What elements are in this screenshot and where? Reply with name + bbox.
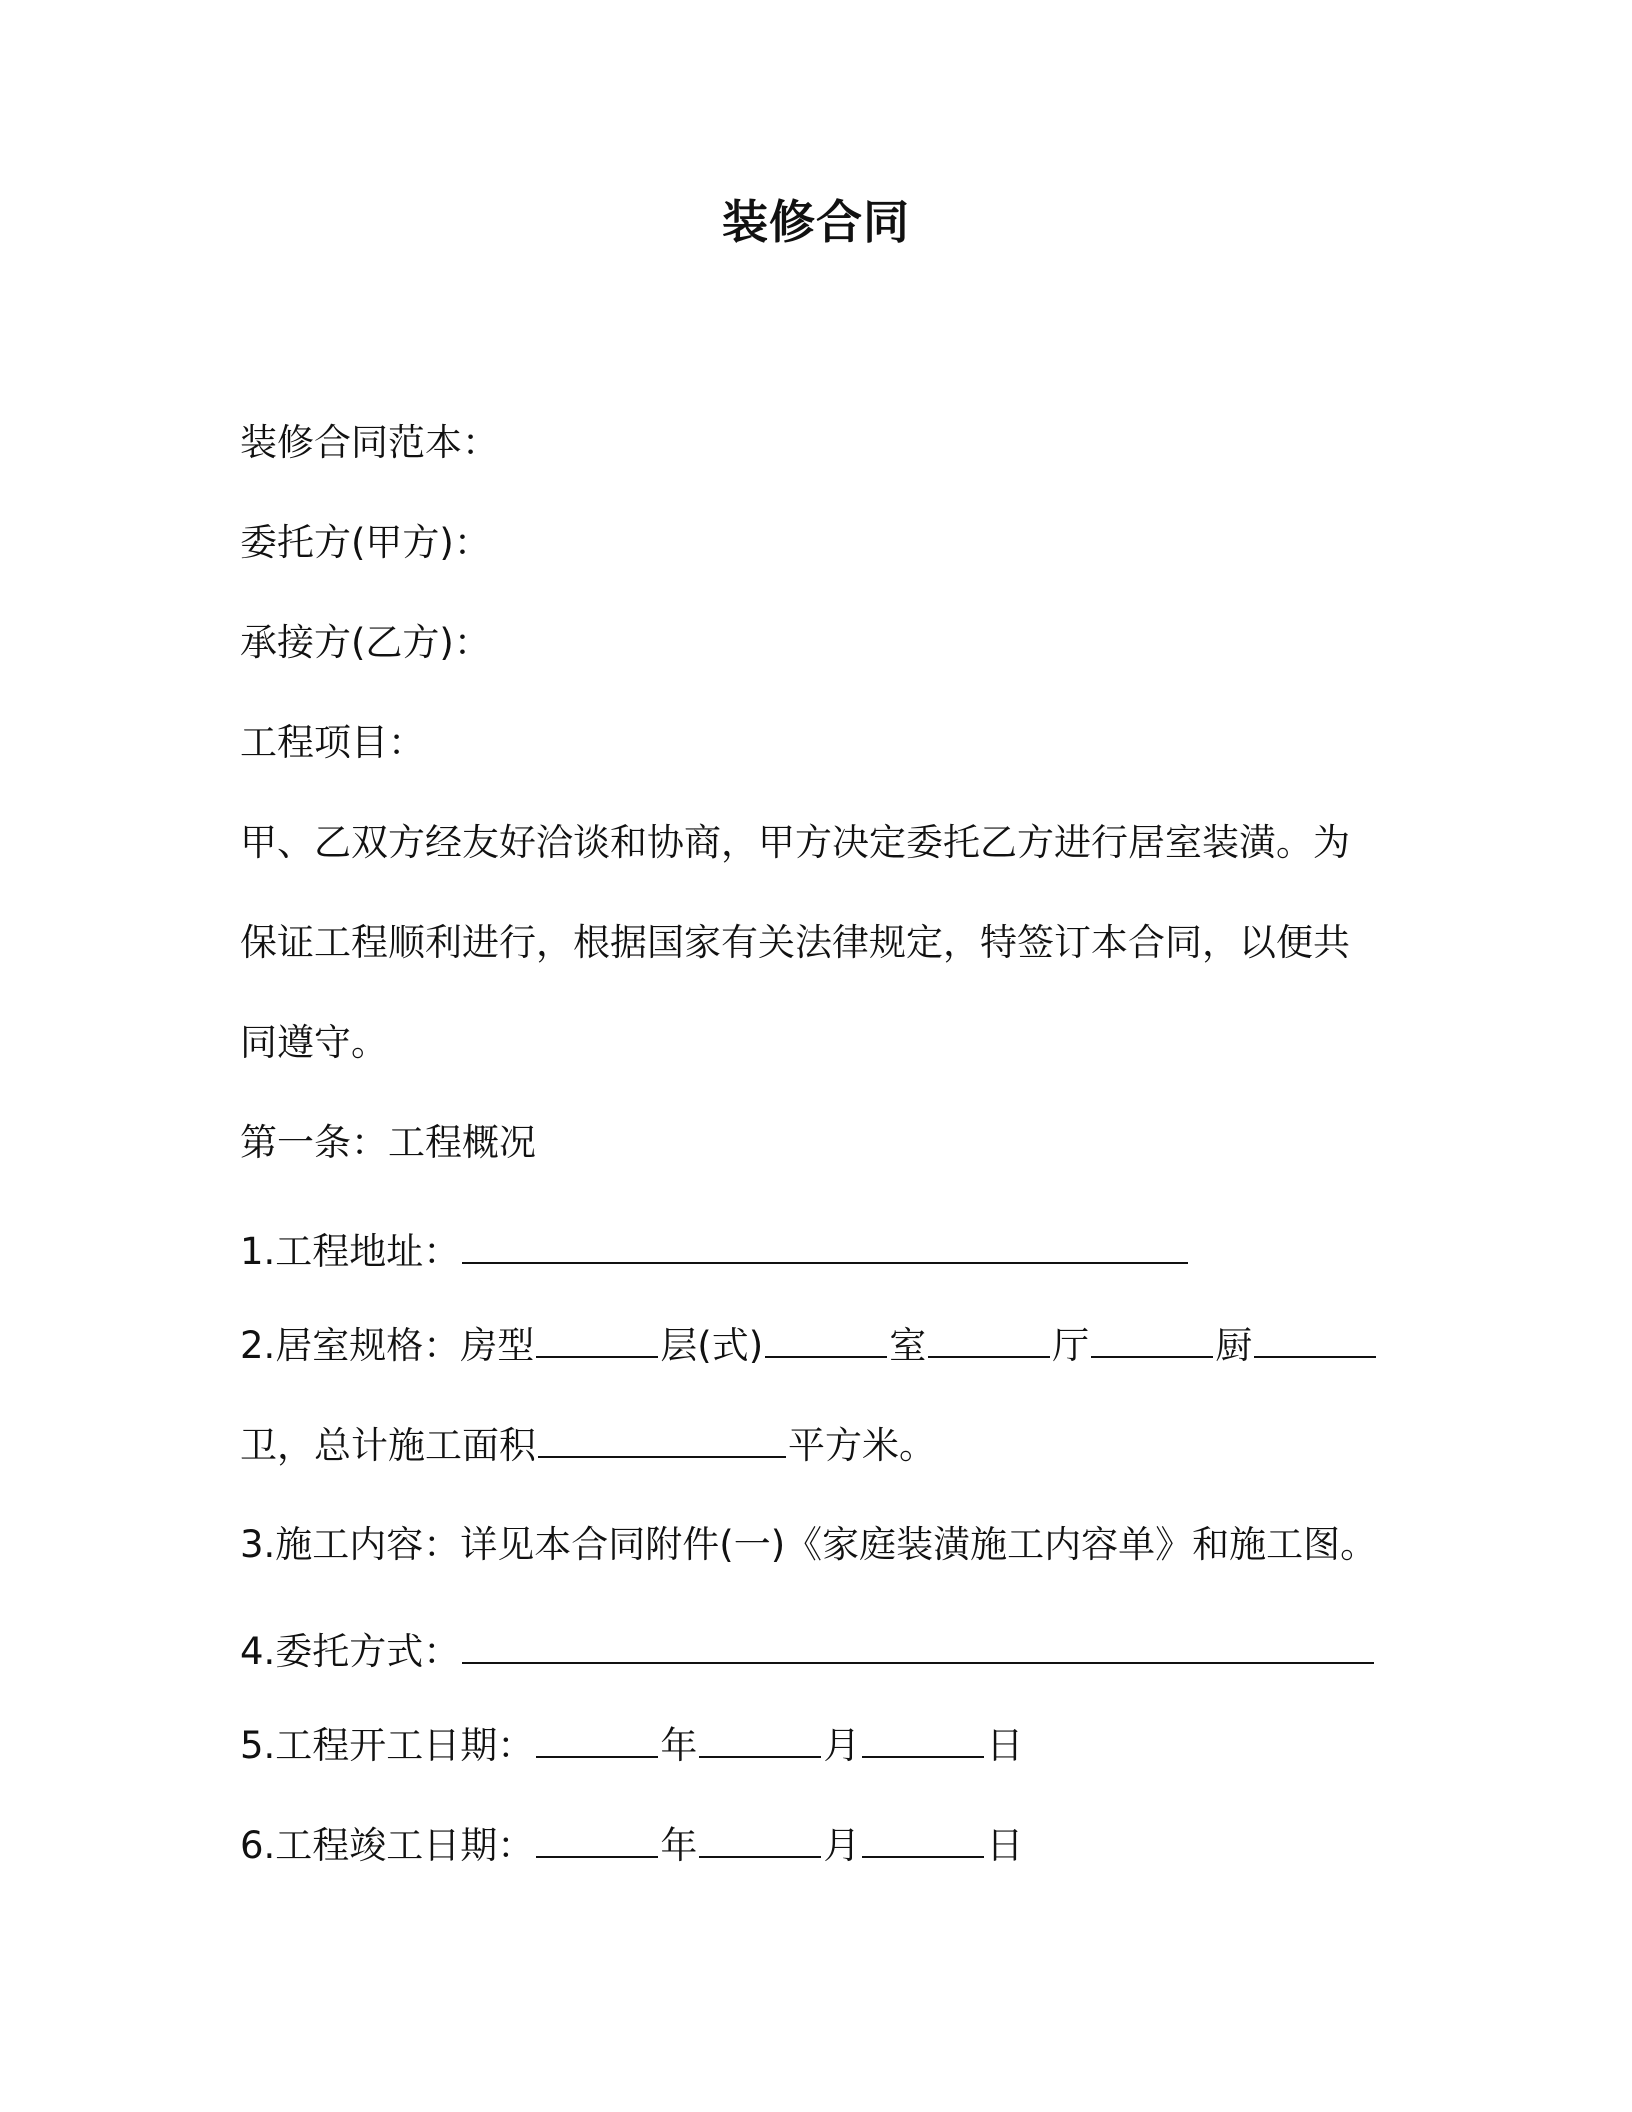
hall-blank [1091,1320,1213,1358]
hall-label: 厅 [1052,1324,1090,1367]
area-unit: 平方米。 [788,1424,936,1467]
intro-heading: 装修合同范本： [240,421,499,464]
item-5-start-date [240,1720,1023,1771]
layout-blank [536,1320,658,1358]
end-month-label: 月 [823,1824,861,1867]
end-year-label: 年 [660,1824,698,1867]
preamble-line-1: 甲、乙双方经友好洽谈和协商，甲方决定委托乙方进行居室装潢。为 [240,821,1350,864]
floor-label: 层(式) [660,1324,764,1367]
item-4-method [240,1626,1376,1677]
end-year-blank [536,1820,658,1858]
area-blank [538,1420,786,1458]
preamble-line-3: 同遵守。 [240,1021,388,1064]
kitchen-blank [1254,1320,1376,1358]
start-day-blank [862,1720,984,1758]
start-year-label: 年 [660,1724,698,1767]
article-1-heading: 第一条：工程概况 [240,1121,536,1164]
kitchen-label: 厨 [1215,1324,1253,1367]
item-1-label: 1.工程地址： [240,1230,461,1273]
end-month-blank [699,1820,821,1858]
address-blank [462,1226,1188,1264]
party-a-label: 委托方(甲方)： [240,521,491,564]
item-3-content: 3.施工内容：详见本合同附件(一)《家庭装潢施工内容单》和施工图。 [240,1523,1378,1566]
start-month-blank [699,1720,821,1758]
start-day-label: 日 [986,1724,1024,1767]
bathroom-area-label: 卫，总计施工面积 [240,1424,536,1467]
room-label: 室 [889,1324,927,1367]
start-year-blank [536,1720,658,1758]
floor-blank [765,1320,887,1358]
room-blank [928,1320,1050,1358]
item-4-label: 4.委托方式： [240,1630,461,1673]
end-day-blank [862,1820,984,1858]
item-2-label: 2.居室规格：房型 [240,1324,535,1367]
item-5-label: 5.工程开工日期： [240,1724,535,1767]
start-month-label: 月 [823,1724,861,1767]
item-2-specs [240,1320,1378,1371]
preamble-line-2: 保证工程顺利进行，根据国家有关法律规定，特签订本合同，以便共 [240,921,1350,964]
item-2-area [240,1420,936,1471]
party-b-label: 承接方(乙方)： [240,621,491,664]
method-blank [462,1626,1374,1664]
document-title: 装修合同 [722,195,910,249]
item-6-label: 6.工程竣工日期： [240,1824,535,1867]
project-label: 工程项目： [240,721,425,764]
end-day-label: 日 [986,1824,1024,1867]
item-6-end-date [240,1820,1023,1871]
item-1-address [240,1226,1190,1277]
